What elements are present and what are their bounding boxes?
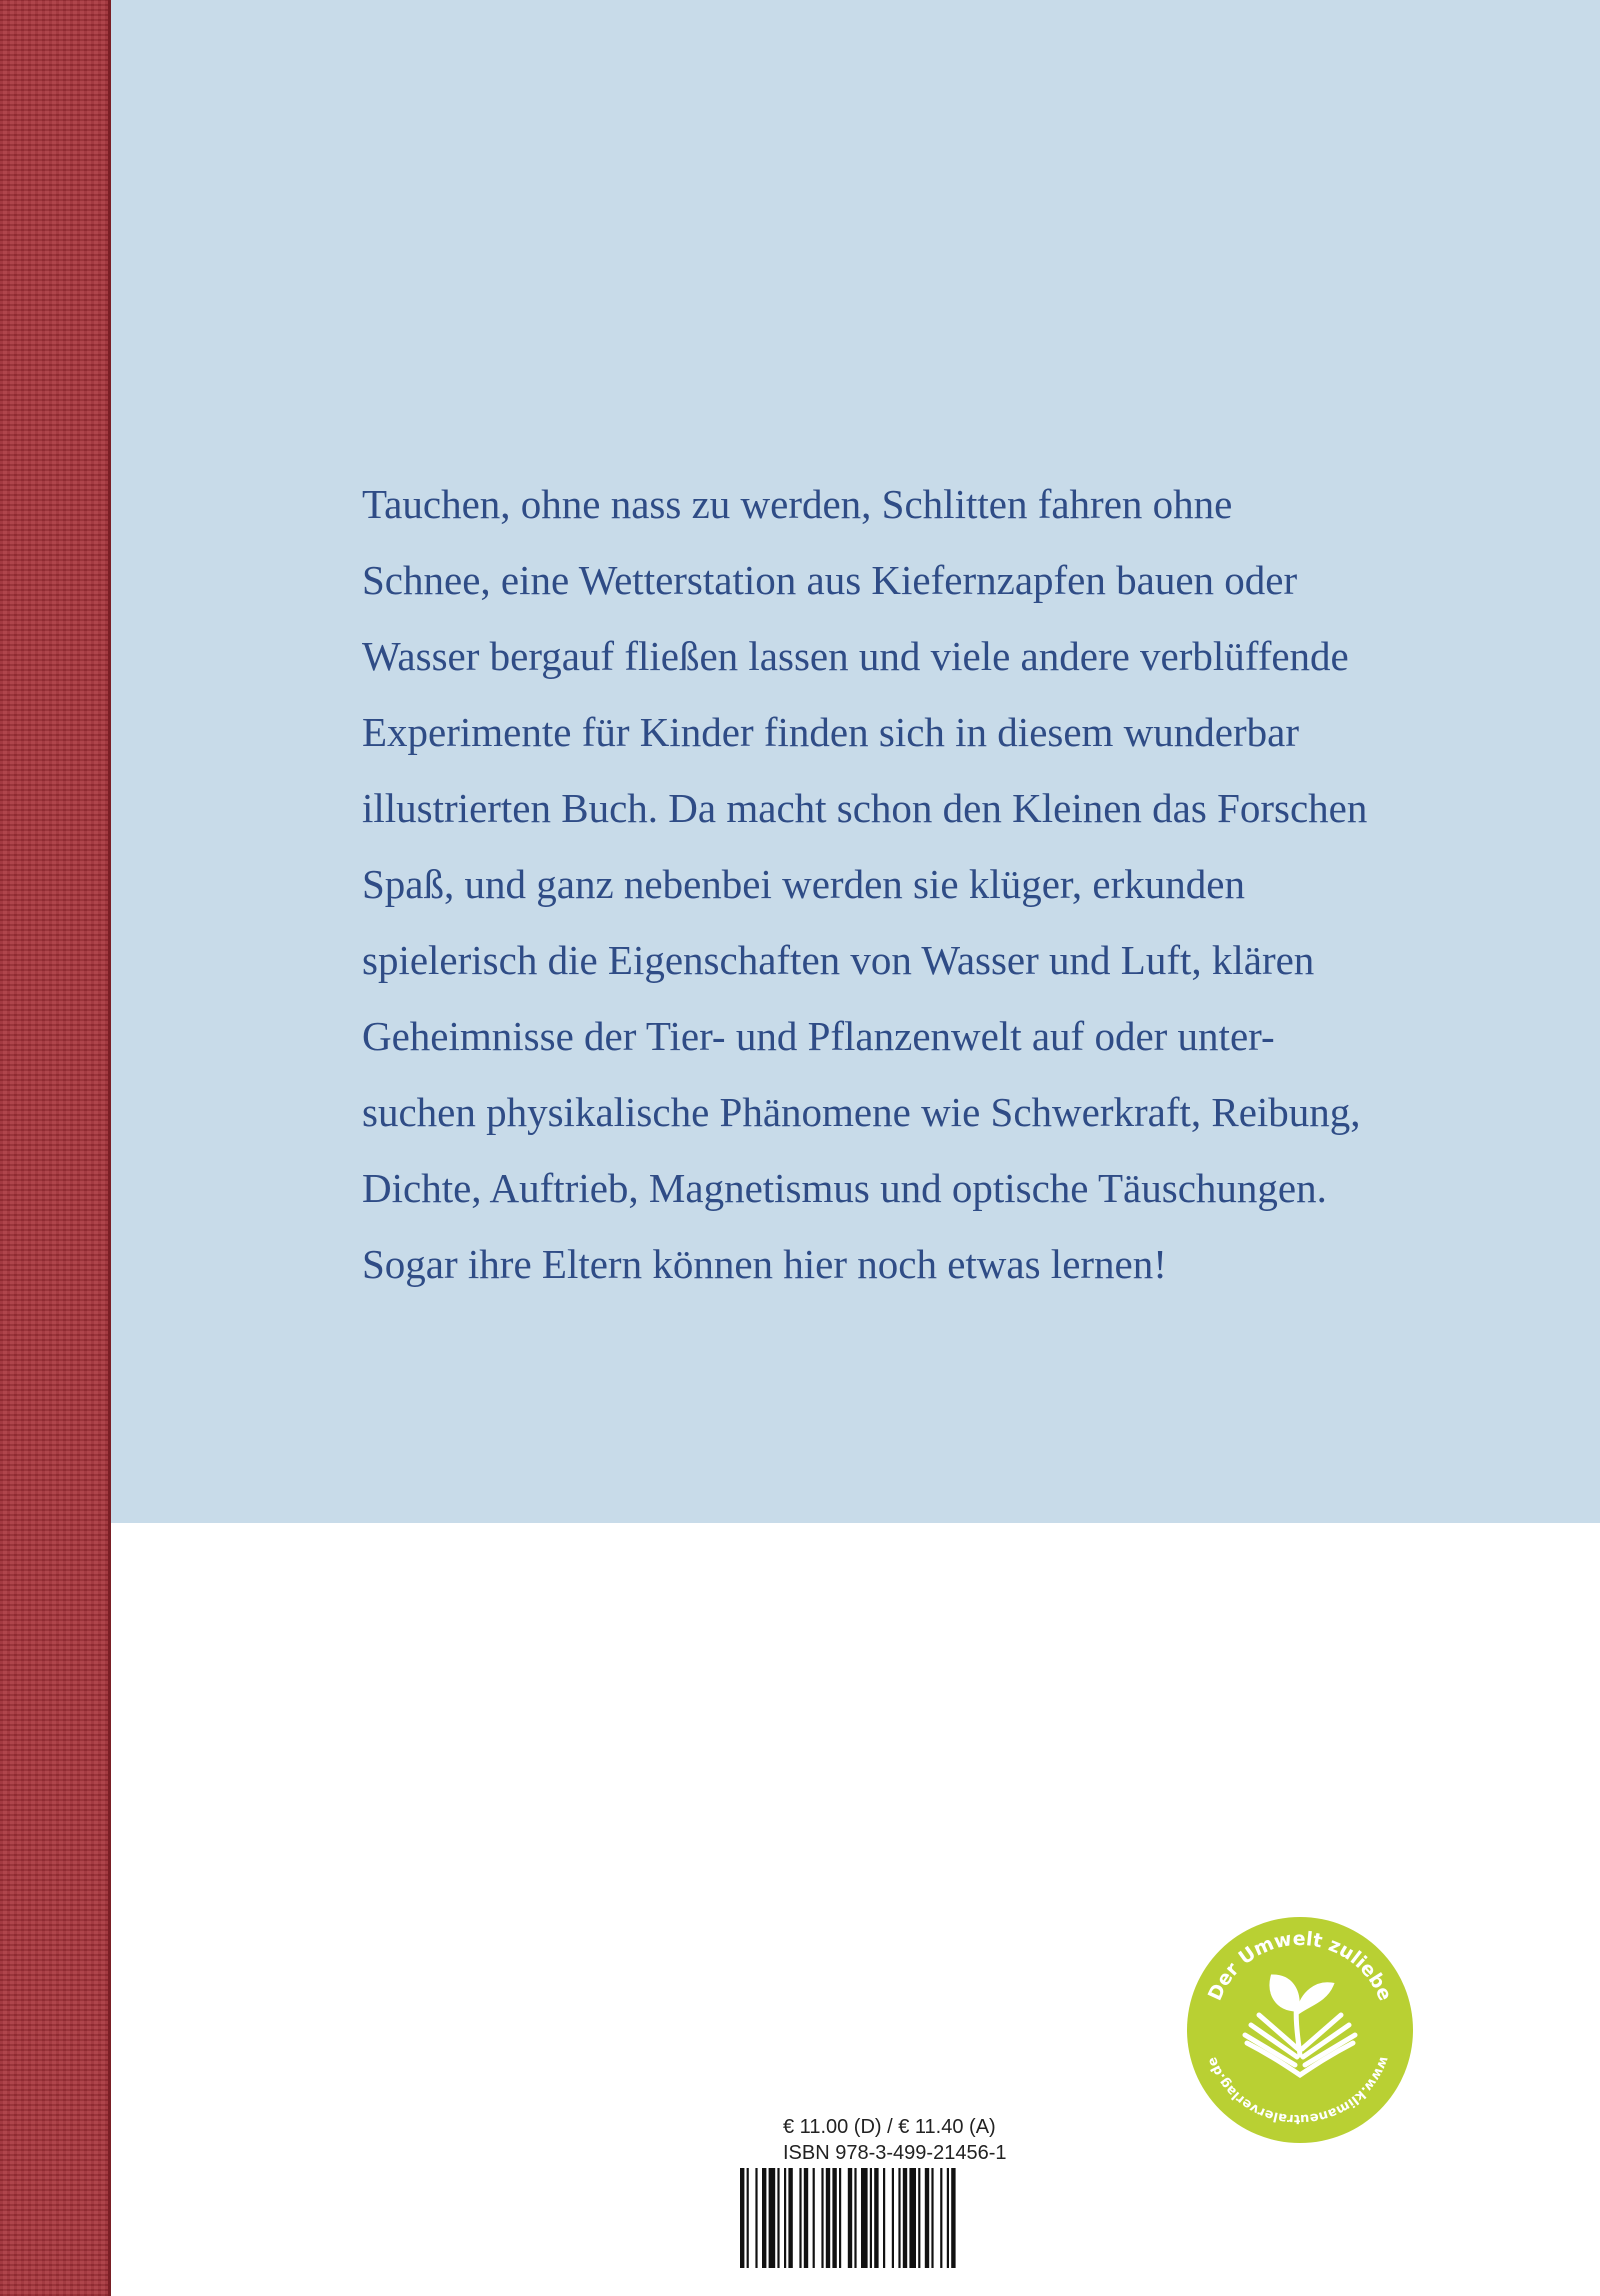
- blurb-line: Spaß, und ganz nebenbei werden sie klüger, erkunden: [362, 861, 1245, 907]
- price-label: € 11.00 (D) / € 11.40 (A): [783, 2116, 996, 2138]
- barcode-bar: [747, 2168, 749, 2268]
- blurb-line: Wasser bergauf fließen lassen und viele andere verblüffende: [362, 633, 1349, 679]
- barcode-bar: [848, 2168, 852, 2268]
- barcode-bar: [826, 2168, 830, 2268]
- barcode-bar: [769, 2168, 776, 2268]
- blurb-text: [362, 466, 1502, 1302]
- cloth-spine: [0, 0, 110, 2296]
- barcode-bar: [832, 2168, 836, 2268]
- barcode-bar: [804, 2168, 808, 2268]
- barcode-bar: [799, 2168, 801, 2268]
- barcode-bar: [740, 2168, 744, 2268]
- badge-top-text: Der Umwelt zuliebe: [1203, 1927, 1397, 2004]
- badge-circle: [1187, 1917, 1413, 2143]
- barcode-bar: [931, 2168, 933, 2268]
- blurb-line: Tauchen, ohne nass zu werden, Schlitten fahren ohne: [362, 481, 1233, 527]
- barcode-bar: [883, 2168, 885, 2268]
- barcode-bar: [951, 2168, 955, 2268]
- blurb-line: Sogar ihre Eltern können hier noch etwas lernen!: [362, 1241, 1167, 1287]
- blurb-line: Schnee, eine Wetterstation aus Kiefernzapfen bauen oder: [362, 557, 1298, 603]
- isbn-label: ISBN 978-3-499-21456-1: [783, 2142, 1007, 2164]
- barcode-bar: [854, 2168, 856, 2268]
- barcode-bar: [813, 2168, 815, 2268]
- barcode-bar: [940, 2168, 942, 2268]
- barcode-bar: [870, 2168, 872, 2268]
- barcode-bar: [755, 2168, 757, 2268]
- barcode-bar: [947, 2168, 949, 2268]
- barcode-bar: [892, 2168, 894, 2268]
- blurb-line: Geheimnisse der Tier- und Pflanzenwelt auf oder unter-: [362, 1013, 1275, 1059]
- barcode-bar: [861, 2168, 868, 2268]
- barcode-bar: [909, 2168, 916, 2268]
- barcode-bar: [839, 2168, 841, 2268]
- barcode-icon: [736, 2168, 1036, 2268]
- barcode-bar: [918, 2168, 920, 2268]
- barcode-bar: [821, 2168, 823, 2268]
- blurb-line: Dichte, Auftrieb, Magnetismus und optische Täuschungen.: [362, 1165, 1327, 1211]
- badge-url-text: www.klimaneutralerverlag.de: [1204, 2054, 1392, 2127]
- barcode-bar: [903, 2168, 907, 2268]
- blurb-line: suchen physikalische Phänomene wie Schwerkraft, Reibung,: [362, 1089, 1361, 1135]
- barcode-bar: [788, 2168, 792, 2268]
- barcode-bar: [874, 2168, 878, 2268]
- barcode-bar: [762, 2168, 766, 2268]
- eco-badge: [1185, 1915, 1415, 2145]
- blurb-line: Experimente für Kinder finden sich in diesem wunderbar: [362, 709, 1299, 755]
- barcode-bar: [898, 2168, 900, 2268]
- blurb-line: illustrierten Buch. Da macht schon den Kleinen das Forschen: [362, 785, 1368, 831]
- barcode-bar: [784, 2168, 786, 2268]
- barcode-bar: [925, 2168, 929, 2268]
- barcode-bar: [777, 2168, 779, 2268]
- blurb-line: spielerisch die Eigenschaften von Wasser und Luft, klären: [362, 937, 1315, 983]
